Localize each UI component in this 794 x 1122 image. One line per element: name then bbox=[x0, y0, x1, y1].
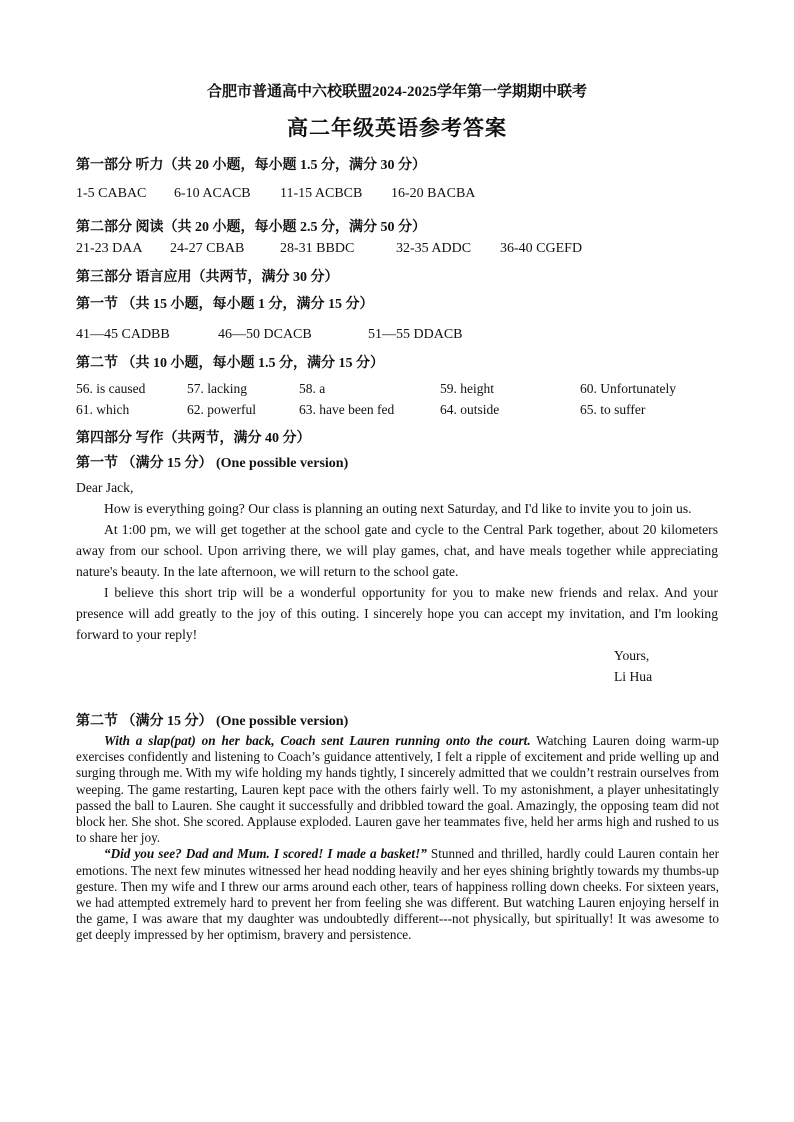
fill-answer: 59. height bbox=[440, 381, 494, 396]
answer-group: 36-40 CGEFD bbox=[500, 241, 583, 256]
answer-group: 1-5 CABAC bbox=[76, 186, 147, 201]
part3-heading: 第三部分 语言应用（共两节，满分 30 分） bbox=[76, 270, 339, 285]
answer-group: 21-23 DAA bbox=[76, 241, 143, 256]
answer-group: 51—55 DDACB bbox=[368, 327, 463, 342]
part4-sec1-heading: 第一节 （满分 15 分） (One possible version) bbox=[76, 456, 349, 471]
story-paragraph bbox=[76, 846, 719, 943]
answer-group: 24-27 CBAB bbox=[170, 241, 245, 256]
answer-group: 41—45 CADBB bbox=[76, 327, 170, 342]
story-paragraph bbox=[76, 733, 719, 846]
answer-group: 16-20 BACBA bbox=[391, 186, 476, 201]
part3-sec2-heading: 第二节 （共 10 小题，每小题 1.5 分，满分 15 分） bbox=[76, 356, 384, 371]
story-body: Watching Lauren doing warm-up exercises confidently and listening to Coach’s guidance attentively, I felt a ripple of excitement and pride welling up and surging through me. With my wife holding my hands tightly, I sincerely admitted that we couldn’t restrain ourselves from weeping. The game restarting, Lauren kept pace with the others fairly well. To my astonishment, a player unhesitatingly passed the ball to Lauren. She caught it successfully and dribbled toward the goal. Amazingly, the opposing team did not block her. She shot. She scored. Applause exploded. Lauren gave her teammates five, held her arms high and rushed to us to share her joy. bbox=[76, 733, 720, 846]
answer-group: 11-15 ACBCB bbox=[280, 186, 363, 201]
fill-answer: 57. lacking bbox=[187, 381, 247, 396]
model-continuation bbox=[76, 733, 719, 944]
fill-answer: 58. a bbox=[299, 381, 326, 396]
fill-answer: 65. to suffer bbox=[580, 402, 646, 417]
letter-paragraph: How is everything going? Our class is planning an outing next Saturday, and I'd like to invite you to join us. bbox=[104, 501, 692, 516]
answer-group: 32-35 ADDC bbox=[396, 241, 472, 256]
answer-group: 46—50 DCACB bbox=[218, 327, 312, 342]
letter-paragraph: At 1:00 pm, we will get together at the school gate and cycle to the Central Park together, about 20 kilometers away from our school. Upon arriving there, we will play games, chat, and have meals together while appreciating nature's beauty. In the late afternoon, we will return to the school gate. bbox=[76, 522, 718, 579]
answer-group: 6-10 ACACB bbox=[174, 186, 251, 201]
fill-answer: 62. powerful bbox=[187, 402, 256, 417]
story-opening-sentence: With a slap(pat) on her back, Coach sent Lauren running onto the court. bbox=[104, 733, 531, 748]
letter-signature: Li Hua bbox=[614, 669, 653, 684]
fill-answer: 56. is caused bbox=[76, 381, 146, 396]
exam-title: 合肥市普通高中六校联盟2024-2025学年第一学期期中联考 bbox=[207, 84, 587, 100]
letter-greeting: Dear Jack, bbox=[76, 480, 134, 495]
page-title: 高二年级英语参考答案 bbox=[287, 116, 507, 140]
model-letter bbox=[76, 477, 718, 645]
fill-answer: 64. outside bbox=[440, 402, 500, 417]
part1-heading: 第一部分 听力（共 20 小题，每小题 1.5 分，满分 30 分） bbox=[76, 158, 426, 173]
fill-answer: 61. which bbox=[76, 402, 130, 417]
answer-group: 28-31 BBDC bbox=[280, 241, 355, 256]
part3-sec1-heading: 第一节 （共 15 小题，每小题 1 分，满分 15 分） bbox=[76, 297, 374, 312]
fill-answer: 63. have been fed bbox=[299, 402, 395, 417]
story-opening-sentence: “Did you see? Dad and Mum. I scored! I made a basket!” bbox=[104, 846, 427, 862]
part4-heading: 第四部分 写作（共两节，满分 40 分） bbox=[76, 431, 311, 446]
story-body: Stunned and thrilled, hardly could Lauren contain her emotions. The next few minutes witnessed her head nodding heavily and her eyes shining brightly towards my thumbs-up gesture. Then my wife and I threw our arms around each other, tears of happiness rolling down cheeks. For sixteen years, we had attempted extremely hard to prevent her from feeling she was different. But watching Lauren enjoying herself in the game, I was aware that my daughter was undoubtedly different---not physically, but spiritually! It was awesome to get deeply impressed by her optimism, bravery and persistence. bbox=[76, 846, 720, 943]
letter-closing: Yours, bbox=[614, 648, 650, 663]
fill-answer: 60. Unfortunately bbox=[580, 381, 676, 396]
part2-heading: 第二部分 阅读（共 20 小题，每小题 2.5 分，满分 50 分） bbox=[76, 220, 426, 235]
letter-paragraph: I believe this short trip will be a wonderful opportunity for you to make new friends and relax. And your presence will add greatly to the joy of this outing. I sincerely hope you can accept my invitation, and I'm looking forward to your reply! bbox=[76, 585, 718, 642]
part4-sec2-heading: 第二节 （满分 15 分） (One possible version) bbox=[76, 714, 349, 729]
